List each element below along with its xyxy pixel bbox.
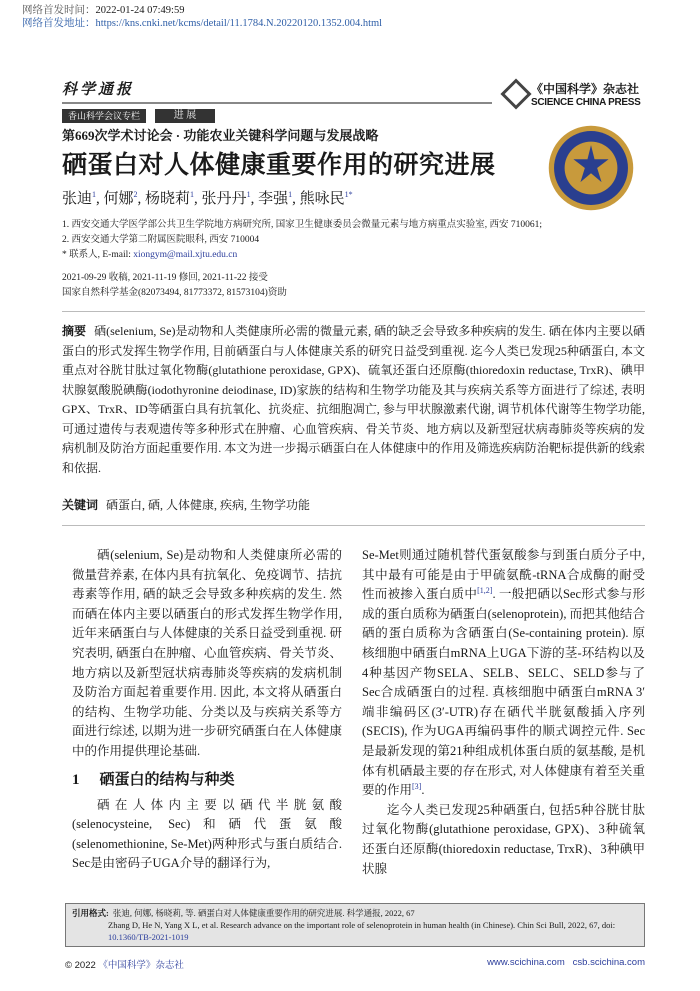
author: 李强 (258, 191, 289, 207)
citation-box: 引用格式: 张迪, 何娜, 杨晓莉, 等. 硒蛋白对人体健康重要作用的研究进展. 科学通报, 2022, 67 Zhang D, He N, Yang X L, et al. Research advance on the important role of selenoprotein in human health (in Chinese). Chin Sci Bull, 2022, 67, doi: 10.1360/TB-2021-1019 (65, 903, 645, 947)
site-link[interactable]: csb.scichina.com (572, 957, 645, 969)
author: 杨晓莉 (145, 191, 191, 207)
article-dates: 2021-09-29 收稿, 2021-11-19 修回, 2021-11-22 接受 (62, 273, 268, 283)
divider (62, 311, 645, 312)
author: 熊咏民 (299, 191, 345, 207)
body-paragraph: Se-Met则通过随机替代蛋氨酸参与到蛋白质分子中, 其中最有可能是由于甲硫氨酰-tRNA合成酶的耐受性而被掺入蛋白质中[1,2]. 一般把硒以Sec形式参与形成的蛋白质称为硒蛋白(selenoprotein), 而把其他结合硒的蛋白质称为含硒蛋白(Se-containing protein). 原核细胞中硒蛋白mRNA上UGA下游的茎-环结构以及4种基因产物SELA、SELB、SELC、SELD参与了Sec合成硒蛋白的过程. 真核细胞中硒蛋白mRNA 3′端非编码区(3′-UTR)存在硒代半胱氨酸插入序列(SECIS), 作为UGA再编码事件的顺式调控元件. Sec是最新发现的第21种组成机体蛋白质的氨基酸, 是机体有机硒最主要的存在形式, 对人体健康有着至关重要的作用[3]. (362, 548, 645, 798)
author: 何娜 (103, 191, 134, 207)
reference-link[interactable]: [3] (412, 781, 422, 791)
keywords: 关键词 硒蛋白, 硒, 人体健康, 疾病, 生物学功能 (62, 498, 311, 512)
body-paragraph: 迄今人类已发现25种硒蛋白, 包括5种谷胱甘肽过氧化物酶(glutathione peroxidase, GPX)、3种硫氧还蛋白还原酶(thioredoxin reductase, TrxR)、3种碘甲状腺 (362, 802, 645, 876)
online-url-link[interactable]: https://kns.cnki.net/kcms/detail/11.1784.N.20220120.1352.004.html (95, 18, 383, 29)
affiliation: 1. 西安交通大学医学部公共卫生学院地方病研究所, 国家卫生健康委员会微量元素与地方病重点实验室, 西安 710061; (62, 220, 543, 230)
article-title: 硒蛋白对人体健康重要作用的研究进展 (62, 152, 496, 179)
author-list: 张迪$^1$, 何娜$^2$, 杨晓莉$^1$, 张丹丹$^1$, 李强$^1$, 熊咏民$^{1*}$ (62, 190, 353, 207)
journal-logo: 科学通报 (62, 82, 135, 98)
online-publish-url: 网络首发地址：https://kns.cnki.net/kcms/detail/11.1784.N.20220120.1352.004.html (22, 18, 383, 29)
contact: * 联系人, E-mail: xiongym@mail.xjtu.edu.cn (62, 250, 238, 260)
body-paragraph: 硒在人体内主要以硒代半胱氨酸(selenocysteine, Sec)和硒代蛋氨酸(selenomethionine, Se-Met)两种形式与蛋白质结合. Sec是由密码子UGA介导的翻译行为, (72, 797, 342, 871)
footer-sites (487, 957, 645, 971)
contact-email-link[interactable]: xiongym@mail.xjtu.edu.cn (133, 250, 238, 260)
section-heading: 1 硒蛋白的结构与种类 (72, 771, 235, 788)
abstract: 摘要 硒(selenium, Se)是动物和人类健康所必需的微量元素, 硒的缺乏会导致多种疾病的发生. 硒在体内主要以硒蛋白的形式发挥生物学作用, 目前硒蛋白与人体健康关系的研究日益受到重视. 迄今人类已发现25种硒蛋白, 本文重点对谷胱甘肽过氧化物酶(glutathione peroxidase, GPX)、硫氧还蛋白还原酶(thioredoxin reductase, TrxR)、碘甲状腺氨酸脱碘酶(iodothyronine deiodinase, ID)家族的结构和生物学功能及其与疾病关系等方面进行了综述, 表明GPX、TrxR、ID等硒蛋白具有抗氧化、抗炎症、抗细胞凋亡, 参与甲状腺激素代谢, 调节机体代谢等生物学功能, 可通过遗传与表观遗传等多种形式在肿瘤、心血管疾病、骨关节炎、地方病以及新型冠状病毒肺炎等疾病的发病机制及防治方面起重要作用. 本文为进一步揭示硒蛋白在人体健康中的作用及筛选疾病防治靶标提供新的线索和依据. (62, 324, 645, 475)
copyright: © 2022 《中国科学》杂志社 (65, 960, 184, 972)
doi-link[interactable]: 10.1360/TB-2021-1019 (108, 932, 189, 943)
column-tag: 香山科学会议专栏 (62, 109, 146, 123)
press-logo: 《中国科学》杂志社 SCIENCE CHINA PRESS (505, 80, 641, 108)
header-rule (62, 102, 492, 104)
header (62, 80, 645, 144)
press-diamond-icon (500, 78, 531, 109)
author: 张迪 (62, 191, 93, 207)
online-publish-time: 网络首发时间：2022-01-24 07:49:59 (22, 5, 185, 16)
reference-link[interactable]: [1,2] (477, 586, 493, 596)
intro-paragraph: 硒(selenium, Se)是动物和人类健康所必需的微量营养素, 在体内具有抗氧化、免疫调节、拮抗毒素等作用, 硒的缺乏会导致多种疾病的发生. 然而硒在体内主要以硒蛋白的形式发挥生物学作用, 近年来硒蛋白与人体健康的关系日益受到重视. 研究表明, 硒蛋白在肿瘤、心血管疾病、骨关节炎、地方病以及新型冠状病毒肺炎等疾病的发病机制及防治方面起着重要作用. 因此, 本文将从硒蛋白的结构、生物学功能、分类以及与疾病关系等方面进行综述, 以期为进一步研究硒蛋白在人体健康中的作用提供理论基础. (72, 548, 342, 758)
body-right-column (362, 546, 645, 879)
section-tag: 进 展 (155, 109, 215, 123)
divider (62, 525, 645, 526)
affiliation: 2. 西安交通大学第二附属医院眼科, 西安 710004 (62, 235, 260, 245)
site-link[interactable]: www.scichina.com (487, 957, 565, 969)
funding: 国家自然科学基金(82073494, 81773372, 81573104)资助 (62, 288, 287, 298)
author: 张丹丹 (201, 191, 247, 207)
conference-title: 第669次学术讨论会 · 功能农业关键科学问题与发展战略 (62, 128, 379, 143)
body-left-column (72, 546, 342, 879)
xiangshan-seal-icon (547, 124, 635, 212)
